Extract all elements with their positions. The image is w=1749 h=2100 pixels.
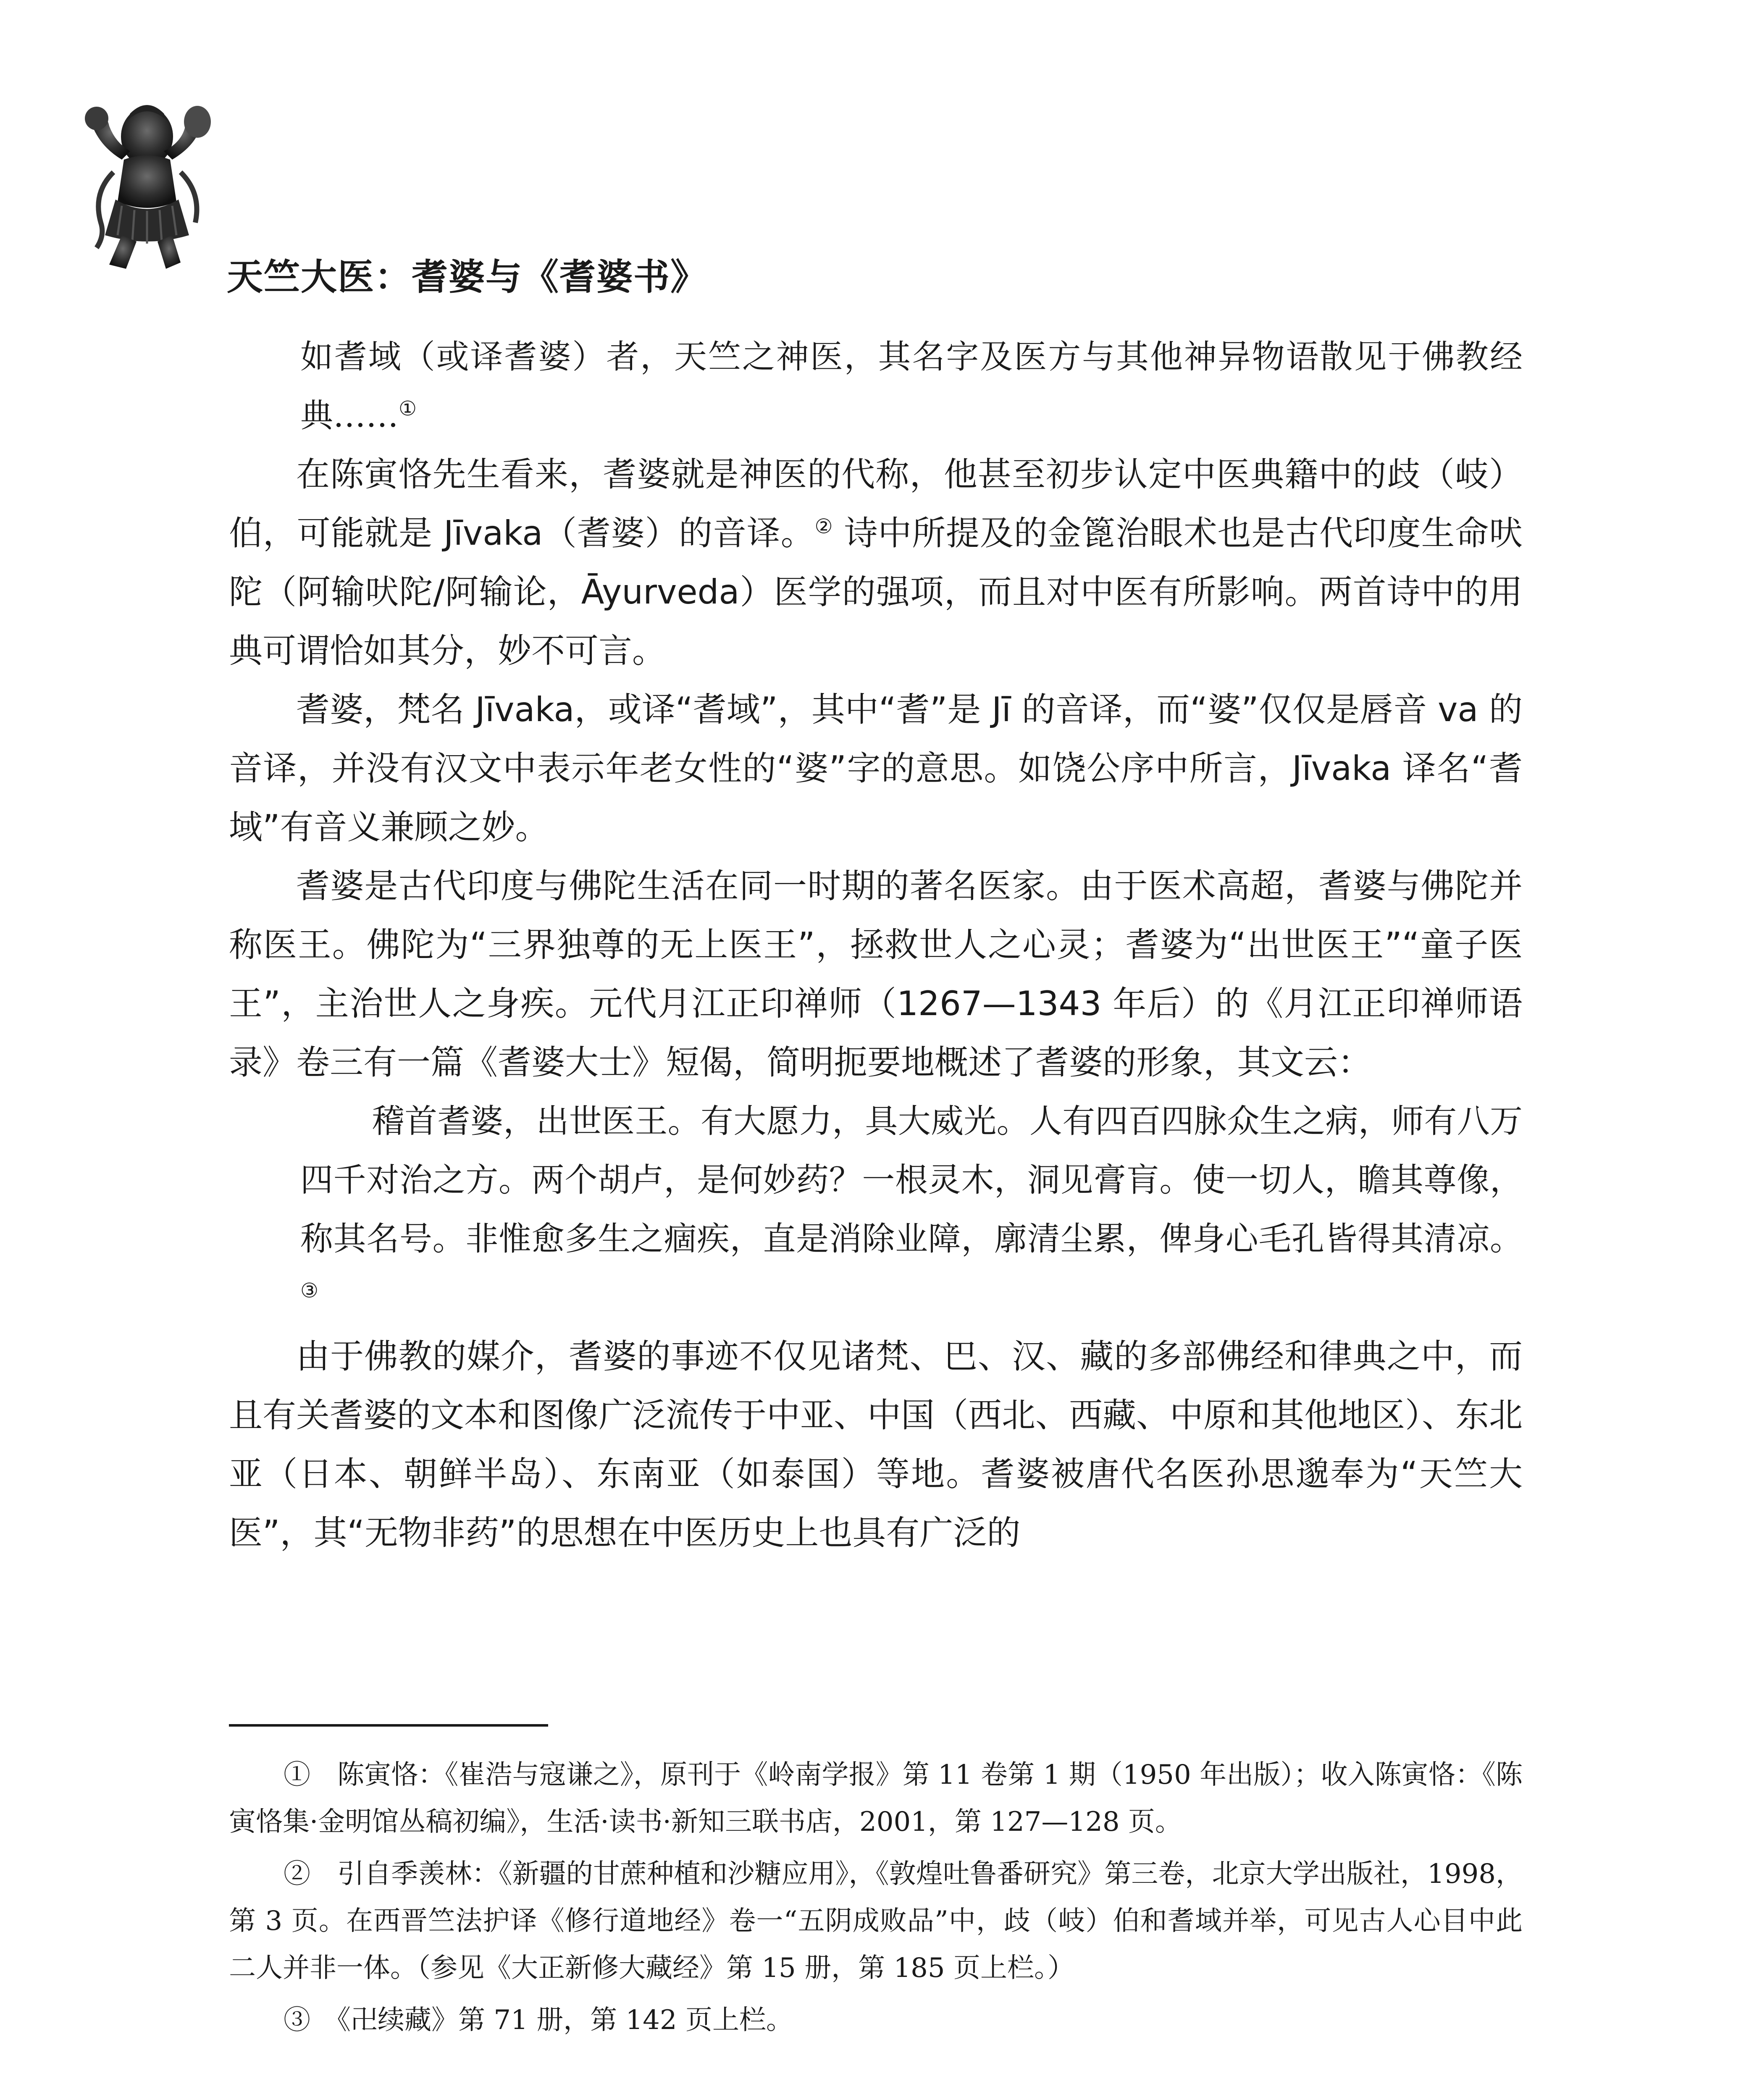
- paragraph-1-part-b: 诗中所提及的金篦治眼术也是古代印度生命吠陀（阿输吠陀/阿输论，Āyurveda）医学的强项，而且对中医有所影响。两首诗中的用典可谓恰如其分，妙不可言。: [229, 514, 1523, 670]
- paragraph-1: [229, 445, 1523, 680]
- running-header: [76, 97, 707, 298]
- footnotes: [229, 1751, 1523, 2049]
- footnote-ref-2[interactable]: ②: [814, 514, 833, 538]
- footnote-ref-1[interactable]: ①: [399, 397, 417, 420]
- footnote-divider: [229, 1724, 548, 1727]
- quote-text: 如耆域（或译耆婆）者，天竺之神医，其名字及医方与其他神异物语散见于佛教经典……: [300, 338, 1523, 435]
- block-quote-chen-yinke: [300, 328, 1523, 445]
- footnote-3: ③ 《卍续藏》第 71 册，第 142 页上栏。: [284, 2005, 793, 2036]
- main-text: [229, 328, 1523, 1562]
- paragraph-4: 由于佛教的媒介，耆婆的事迹不仅见诸梵、巴、汉、藏的多部佛经和律典之中，而且有关耆婆的文本和图像广泛流传于中亚、中国（西北、西藏、中原和其他地区）、东北亚（日本、朝鲜半岛）、东南亚（如泰国）等地。耆婆被唐代名医孙思邈奉为“天竺大医”，其“无物非药”的思想在中医历史上也具有广泛的: [229, 1337, 1523, 1552]
- paragraph-1-part-a: 在陈寅恪先生看来，耆婆就是神医的代称，他甚至初步认定中医典籍中的歧（岐）伯，可能就是 Jīvaka（耆婆）的音译。: [229, 455, 1523, 553]
- deity-figure-icon: [76, 97, 218, 273]
- block-quote-gatha: [300, 1092, 1523, 1327]
- footnote-1: ① 陈寅恪：《崔浩与寇谦之》，原刊于《岭南学报》第 11 卷第 1 期（1950 年出版）；收入陈寅恪：《陈寅恪集·金明馆丛稿初编》，生活·读书·新知三联书店，2001，第 127—128 页。: [229, 1759, 1523, 1838]
- gatha-text: 稽首耆婆，出世医王。有大愿力，具大威光。人有四百四脉众生之病，师有八万四千对治之方。两个胡卢，是何妙药？一根灵木，洞见膏肓。使一切人，瞻其尊像，称其名号。非惟愈多生之痼疾，直是消除业障，廓清尘累，俾身心毛孔皆得其清凉。: [300, 1102, 1523, 1258]
- footnote-2: ② 引自季羡林：《新疆的甘蔗种植和沙糖应用》，《敦煌吐鲁番研究》第三卷，北京大学出版社，1998，第 3 页。在西晋竺法护译《修行道地经》卷一“五阴成败品”中，歧（岐）伯和耆域并举，可见古人心目中此二人并非一体。（参见《大正新修大藏经》第 15 册，第 185 页上栏。）: [229, 1858, 1523, 1984]
- footnote-ref-3[interactable]: ③: [300, 1279, 319, 1302]
- paragraph-3: 耆婆是古代印度与佛陀生活在同一时期的著名医家。由于医术高超，耆婆与佛陀并称医王。佛陀为“三界独尊的无上医王”，拯救世人之心灵；耆婆为“出世医王”“童子医王”，主治世人之身疾。元代月江正印禅师（1267—1343 年后）的《月江正印禅师语录》卷三有一篇《耆婆大士》短偈，简明扼要地概述了耆婆的形象，其文云：: [229, 866, 1523, 1082]
- paragraph-2: 耆婆，梵名 Jīvaka，或译“耆域”，其中“耆”是 Jī 的音译，而“婆”仅仅是唇音 va 的音译，并没有汉文中表示年老女性的“婆”字的意思。如饶公序中所言，Jīvaka 译名“耆域”有音义兼顾之妙。: [229, 690, 1523, 847]
- running-header-title: 天竺大医：耆婆与《耆婆书》: [227, 256, 707, 298]
